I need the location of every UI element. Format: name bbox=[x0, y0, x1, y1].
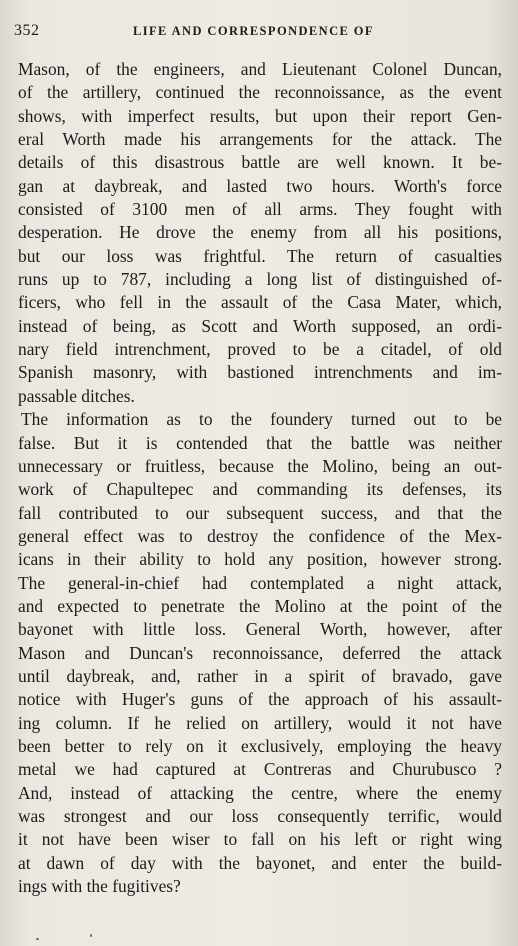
running-head: LIFE AND CORRESPONDENCE OF bbox=[133, 24, 374, 38]
text-line: icans in their ability to hold any position, however strong. bbox=[18, 549, 502, 570]
text-line: Mason, of the engineers, and Lieutenant Colonel Duncan, bbox=[18, 59, 502, 79]
text-line: passable ditches. bbox=[18, 385, 135, 406]
text-line: fall contributed to our subsequent success, and that the bbox=[18, 502, 502, 523]
paragraph-1 bbox=[18, 58, 502, 408]
text-line: ings with the fugitives? bbox=[18, 876, 181, 897]
text-line: was strongest and our loss consequently terrific, would bbox=[18, 806, 502, 826]
text-line: general effect was to destroy the confidence of the Mex- bbox=[18, 525, 502, 546]
text-line: and expected to penetrate the Molino at the point of the bbox=[18, 595, 502, 616]
text-line: The general-in-chief had contemplated a night attack, bbox=[18, 572, 502, 593]
text-line: details of this disastrous battle are well known. It be- bbox=[18, 152, 502, 173]
text-line: runs up to 787, including a long list of distinguished of- bbox=[18, 269, 502, 290]
text-line: until daybreak, and, rather in a spirit of bravado, gave bbox=[18, 665, 502, 686]
text-line: The information as to the foundery turned out to be bbox=[21, 409, 502, 430]
text-line: unnecessary or fruitless, because the Molino, being an out- bbox=[18, 455, 502, 476]
text-line: work of Chapultepec and commanding its defenses, its bbox=[18, 479, 502, 500]
text-line: And, instead of attacking the centre, where the enemy bbox=[18, 782, 502, 803]
text-line: it not have been wiser to fall on his left or right wing bbox=[18, 829, 502, 850]
text-line: been better to rely on it exclusively, employing the heavy bbox=[18, 735, 502, 756]
paper-speck bbox=[90, 934, 92, 937]
text-line: eral Worth made his arrangements for the attack. The bbox=[18, 129, 502, 150]
paragraph-2 bbox=[18, 408, 502, 898]
text-line: bayonet with little loss. General Worth, however, after bbox=[18, 619, 502, 640]
text-line: gan at daybreak, and lasted two hours. Worth's force bbox=[18, 175, 502, 196]
text-line: nary field intrenchment, proved to be a citadel, of old bbox=[18, 339, 502, 360]
text-line: ficers, who fell in the assault of the Casa Mater, which, bbox=[18, 292, 502, 313]
text-line: instead of being, as Scott and Worth supposed, an ordi- bbox=[18, 315, 502, 336]
text-line: at dawn of day with the bayonet, and enter the build- bbox=[18, 852, 502, 873]
text-line: metal we had captured at Contreras and Churubusco ? bbox=[18, 759, 502, 780]
text-line: desperation. He drove the enemy from all his positions, bbox=[18, 222, 502, 243]
text-line: notice with Huger's guns of the approach of his assault- bbox=[18, 689, 502, 710]
text-line: false. But it is contended that the battle was neither bbox=[18, 432, 502, 453]
text-line: of the artillery, continued the reconnoissance, as the event bbox=[18, 82, 502, 103]
text-line: consisted of 3100 men of all arms. They fought with bbox=[18, 199, 502, 220]
text-line: but our loss was frightful. The return of casualties bbox=[18, 245, 502, 266]
body-text bbox=[18, 58, 502, 898]
page-header bbox=[14, 22, 504, 42]
text-line: Spanish masonry, with bastioned intrenchments and im- bbox=[18, 362, 502, 383]
text-line: ing column. If he relied on artillery, would it not have bbox=[18, 712, 502, 733]
text-line: shows, with imperfect results, but upon their report Gen- bbox=[18, 105, 502, 126]
paper-speck bbox=[36, 938, 39, 940]
page-number: 352 bbox=[14, 22, 40, 39]
text-line: Mason and Duncan's reconnoissance, deferred the attack bbox=[18, 642, 502, 663]
